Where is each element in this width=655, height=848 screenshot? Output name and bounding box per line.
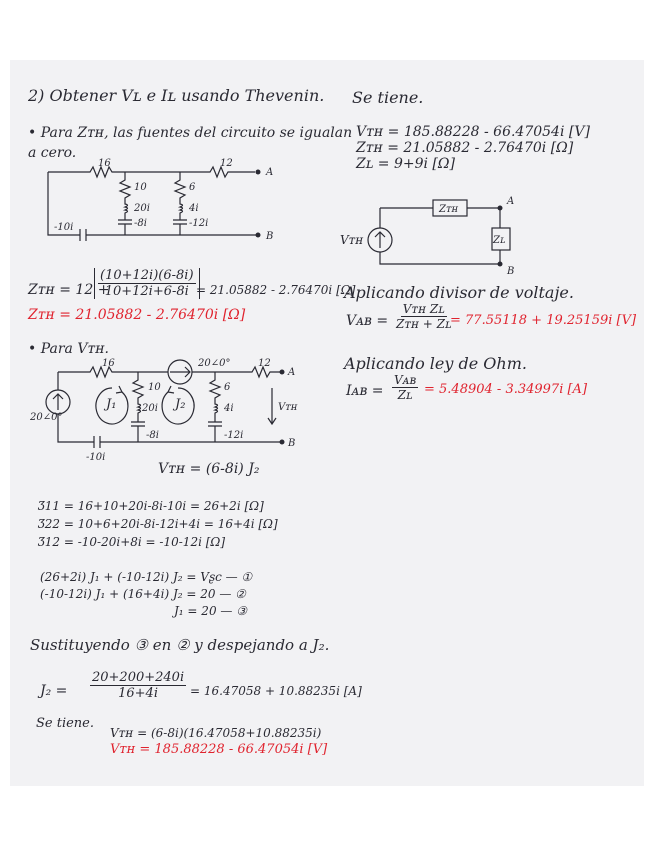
vth-intro: • Para Vᴛʜ. <box>28 341 109 357</box>
c1-r2: 6 <box>189 182 196 193</box>
c2-loop-j1: J₁ <box>106 397 117 412</box>
zth-eq-result: = 21.05882 - 2.76470i [Ω] <box>196 283 356 297</box>
c1-c2: -12i <box>189 218 209 229</box>
c2-r-right: 12 <box>258 358 271 369</box>
c3-node-a: A <box>507 196 515 207</box>
substitution-text: Sustituyendo ③ en ② y despejando a J₂. <box>30 636 330 654</box>
c3-vth: Vᴛʜ <box>340 233 364 247</box>
c2-vth: Vᴛʜ <box>278 402 298 413</box>
c2-node-b: B <box>288 438 296 449</box>
vth-final-left: Vᴛʜ = 185.88228 - 66.47054i [V] <box>110 742 328 757</box>
circuit-thevenin-equivalent <box>335 190 535 280</box>
iab-eq-prefix: Iᴀʙ = <box>346 383 384 399</box>
c1-node-a: A <box>266 167 274 178</box>
zth-intro-line1: • Para Zᴛʜ, las fuentes del circuito se igualan <box>28 125 353 141</box>
se-tiene-left: Se tiene. <box>36 716 95 731</box>
zth-value: Zᴛʜ = 21.05882 - 2.76470i [Ω] <box>356 140 574 156</box>
zth-fraction <box>94 268 200 299</box>
c1-c-bottom: -10i <box>54 222 74 233</box>
zl-value: Zʟ = 9+9i [Ω] <box>356 156 455 172</box>
ohm-title: Aplicando ley de Ohm. <box>344 354 527 373</box>
c1-l1: 20i <box>134 203 150 214</box>
vab-fraction <box>396 302 452 331</box>
j2-numerator: 20+200+240i <box>92 670 185 685</box>
divisor-title: Aplicando divisor de voltaje. <box>344 283 574 302</box>
circuit-vth <box>30 360 310 470</box>
vab-numerator: Vᴛʜ Zʟ <box>402 302 445 316</box>
j2-denominator: 16+4i <box>118 686 158 701</box>
c2-r-top: 16 <box>102 358 115 369</box>
iab-result: = 5.48904 - 3.34997i [A] <box>424 382 588 397</box>
c1-node-b: B <box>266 231 274 242</box>
z22-eq: Ʒ22 = 10+6+20i-8i-12i+4i = 16+4i [Ω] <box>38 517 278 531</box>
c2-l1: 20i <box>142 403 158 414</box>
vab-denominator: Zᴛʜ + Zʟ <box>396 317 452 331</box>
z12-eq: Ʒ12 = -10-20i+8i = -10-12i [Ω] <box>38 535 226 549</box>
iab-denominator: Zʟ <box>397 388 413 402</box>
c3-zl: Zʟ <box>493 235 506 246</box>
circuit-zth <box>40 160 280 260</box>
c2-src-mid: 20∠0° <box>198 358 231 369</box>
zth-numerator: (10+12i)(6-8i) <box>100 268 194 283</box>
vth-relation: Vᴛʜ = (6-8i) J₂ <box>158 461 260 477</box>
vab-eq-prefix: Vᴀʙ = <box>346 313 389 329</box>
zth-denominator: 10+12i+6-8i <box>104 284 189 299</box>
se-tiene-right: Se tiene. <box>352 88 424 107</box>
problem-title: 2) Obtener Vʟ e Iʟ usando Thevenin. <box>28 86 325 105</box>
iab-fraction <box>392 373 418 402</box>
c1-r1: 10 <box>134 182 147 193</box>
j2-fraction <box>90 670 186 701</box>
c2-c2: -12i <box>224 430 244 441</box>
c3-zth: Zᴛʜ <box>439 204 459 215</box>
mesh-eq-3: J₁ = 20 — ③ <box>174 604 247 618</box>
zth-intro-line2: a cero. <box>28 145 77 161</box>
c1-r-top: 16 <box>98 158 111 169</box>
j2-eq-result: = 16.47058 + 10.88235i [A] <box>190 684 362 698</box>
c2-node-a: A <box>288 367 296 378</box>
c2-c1: -8i <box>146 430 159 441</box>
c2-src-left: 20∠0° <box>30 412 63 423</box>
c2-loop-j2: J₂ <box>175 397 186 412</box>
c1-l2: 4i <box>189 203 199 214</box>
vth-value: Vᴛʜ = 185.88228 - 66.47054i [V] <box>356 124 590 140</box>
c2-r2: 6 <box>224 382 231 393</box>
c1-r-right: 12 <box>220 158 233 169</box>
mesh-eq-2: (-10-12i) J₁ + (16+4i) J₂ = 20 — ② <box>40 587 246 601</box>
iab-numerator: Vᴀʙ <box>394 373 417 387</box>
c2-c-bottom: -10i <box>86 452 106 463</box>
c3-node-b: B <box>507 266 515 277</box>
vab-result: = 77.55118 + 19.25159i [V] <box>450 313 637 328</box>
c1-c1: -8i <box>134 218 147 229</box>
mesh-eq-1: (26+2i) J₁ + (-10-12i) J₂ = Vʂc — ① <box>40 570 253 584</box>
c2-r1: 10 <box>148 382 161 393</box>
zth-final: Zᴛʜ = 21.05882 - 2.76470i [Ω] <box>28 307 246 323</box>
vth-calc: Vᴛʜ = (6-8i)(16.47058+10.88235i) <box>110 726 322 740</box>
j2-eq-prefix: J₂ = <box>40 683 68 699</box>
zth-eq-prefix: Zᴛʜ = 12 + <box>28 282 110 298</box>
c2-l2: 4i <box>224 403 234 414</box>
z11-eq: Ʒ11 = 16+10+20i-8i-10i = 26+2i [Ω] <box>38 499 264 513</box>
